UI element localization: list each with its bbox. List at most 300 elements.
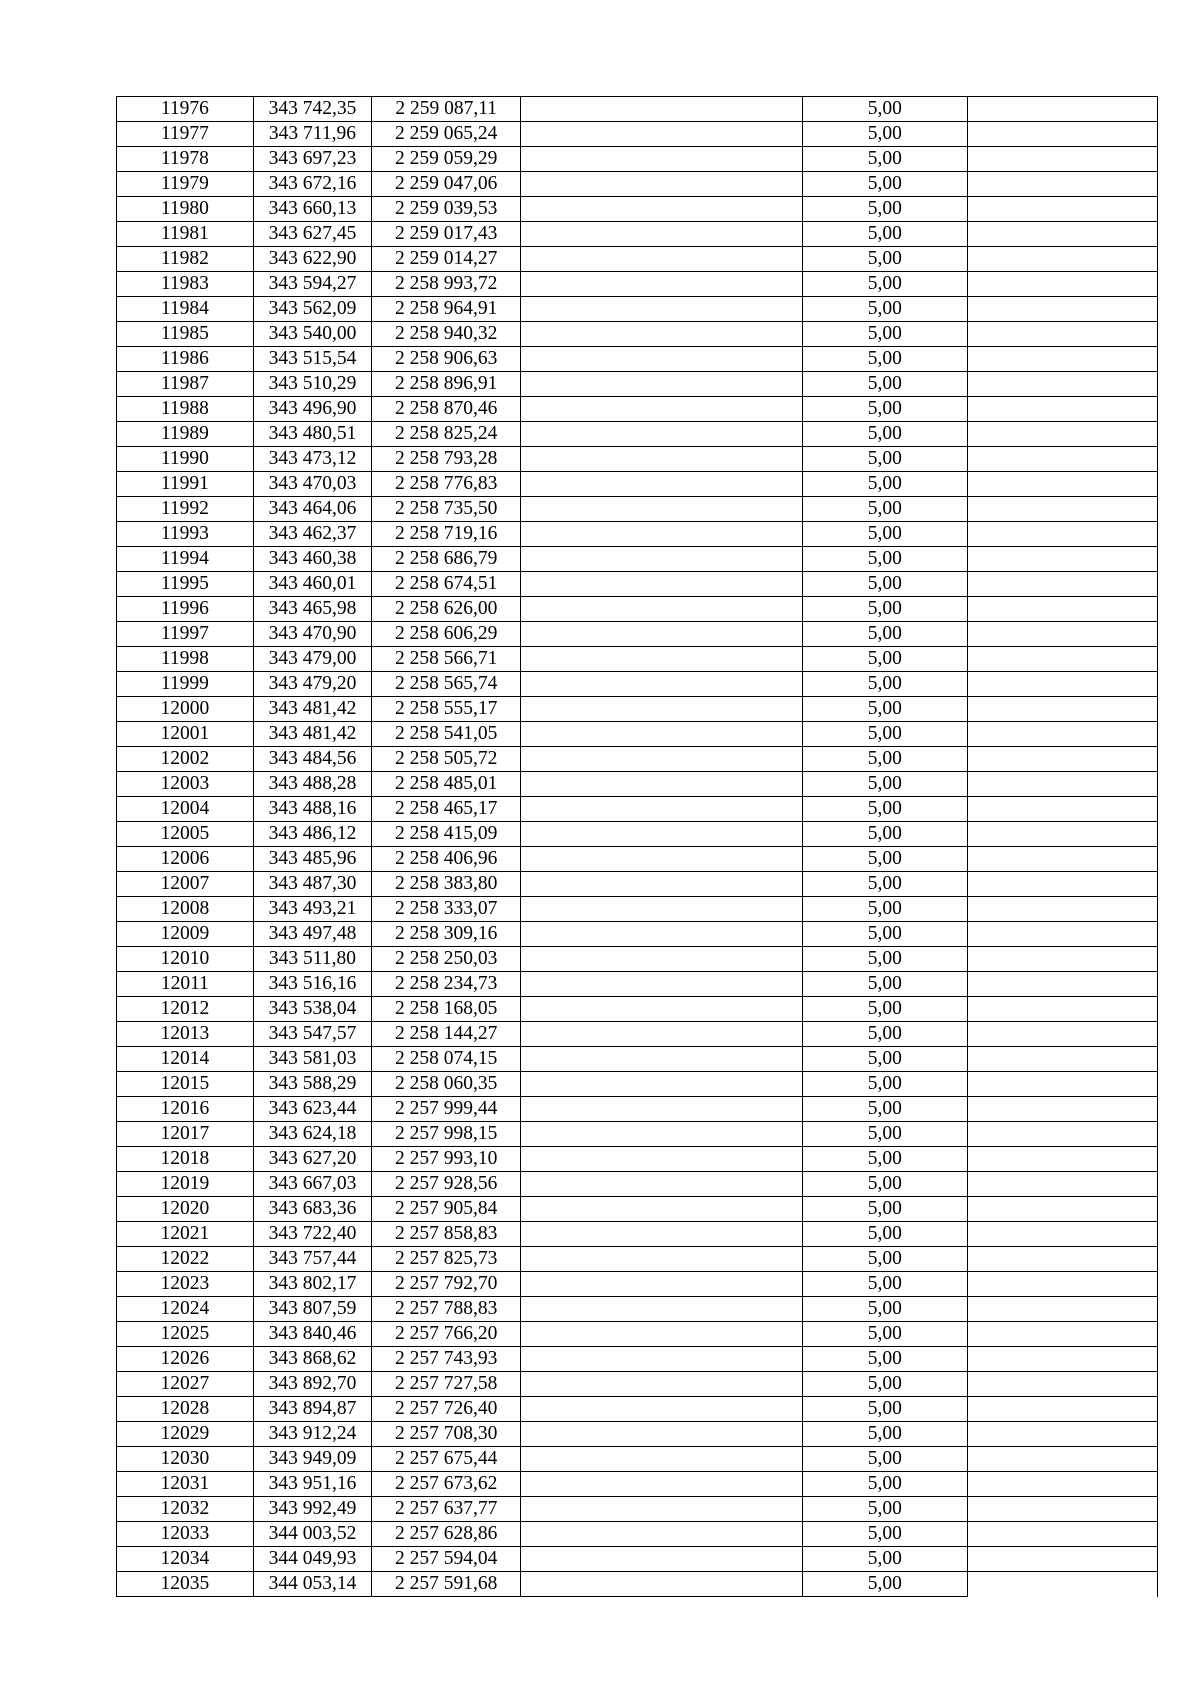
value-cell: 5,00 <box>803 597 968 622</box>
point-number-cell: 12029 <box>117 1422 254 1447</box>
value-cell: 5,00 <box>803 822 968 847</box>
empty-cell <box>967 772 1157 797</box>
table-row <box>117 697 1158 722</box>
empty-cell <box>967 1197 1157 1222</box>
point-number-cell: 11989 <box>117 422 254 447</box>
point-number-cell: 12034 <box>117 1547 254 1572</box>
empty-cell <box>521 1097 803 1122</box>
empty-cell <box>967 997 1157 1022</box>
empty-cell <box>967 847 1157 872</box>
empty-cell <box>967 622 1157 647</box>
table-row <box>117 1472 1158 1497</box>
y-coordinate-cell: 2 258 735,50 <box>372 497 521 522</box>
empty-cell <box>521 422 803 447</box>
x-coordinate-cell: 343 460,01 <box>253 572 371 597</box>
table-row <box>117 1197 1158 1222</box>
empty-cell <box>521 1297 803 1322</box>
point-number-cell: 12010 <box>117 947 254 972</box>
x-coordinate-cell: 343 683,36 <box>253 1197 371 1222</box>
empty-cell <box>521 922 803 947</box>
empty-cell <box>521 1272 803 1297</box>
x-coordinate-cell: 344 003,52 <box>253 1522 371 1547</box>
table-row <box>117 722 1158 747</box>
empty-cell <box>967 122 1157 147</box>
value-cell: 5,00 <box>803 672 968 697</box>
table-row <box>117 622 1158 647</box>
empty-cell <box>967 1372 1157 1397</box>
table-row <box>117 472 1158 497</box>
y-coordinate-cell: 2 258 964,91 <box>372 297 521 322</box>
x-coordinate-cell: 343 802,17 <box>253 1272 371 1297</box>
empty-cell <box>967 572 1157 597</box>
x-coordinate-cell: 343 485,96 <box>253 847 371 872</box>
empty-cell <box>521 647 803 672</box>
x-coordinate-cell: 343 667,03 <box>253 1172 371 1197</box>
table-row <box>117 497 1158 522</box>
empty-cell <box>967 472 1157 497</box>
value-cell: 5,00 <box>803 847 968 872</box>
table-row <box>117 397 1158 422</box>
x-coordinate-cell: 343 479,20 <box>253 672 371 697</box>
empty-cell <box>521 122 803 147</box>
empty-cell <box>521 547 803 572</box>
point-number-cell: 11976 <box>117 97 254 122</box>
value-cell: 5,00 <box>803 922 968 947</box>
x-coordinate-cell: 343 465,98 <box>253 597 371 622</box>
table-row <box>117 197 1158 222</box>
x-coordinate-cell: 343 627,45 <box>253 222 371 247</box>
table-row <box>117 747 1158 772</box>
value-cell: 5,00 <box>803 297 968 322</box>
value-cell: 5,00 <box>803 572 968 597</box>
y-coordinate-cell: 2 258 541,05 <box>372 722 521 747</box>
y-coordinate-cell: 2 258 333,07 <box>372 897 521 922</box>
point-number-cell: 12013 <box>117 1022 254 1047</box>
point-number-cell: 12024 <box>117 1297 254 1322</box>
table-row <box>117 1272 1158 1297</box>
empty-cell <box>521 747 803 772</box>
table-row <box>117 1397 1158 1422</box>
empty-cell <box>521 722 803 747</box>
point-number-cell: 12018 <box>117 1147 254 1172</box>
y-coordinate-cell: 2 257 708,30 <box>372 1422 521 1447</box>
x-coordinate-cell: 343 807,59 <box>253 1297 371 1322</box>
point-number-cell: 11994 <box>117 547 254 572</box>
x-coordinate-cell: 343 627,20 <box>253 1147 371 1172</box>
empty-cell <box>521 1472 803 1497</box>
empty-cell <box>521 272 803 297</box>
value-cell: 5,00 <box>803 1472 968 1497</box>
empty-cell <box>967 97 1157 122</box>
empty-cell <box>521 1372 803 1397</box>
x-coordinate-cell: 343 493,21 <box>253 897 371 922</box>
value-cell: 5,00 <box>803 1297 968 1322</box>
table-row <box>117 772 1158 797</box>
value-cell: 5,00 <box>803 997 968 1022</box>
value-cell: 5,00 <box>803 322 968 347</box>
value-cell: 5,00 <box>803 1222 968 1247</box>
table-row <box>117 547 1158 572</box>
empty-cell <box>521 597 803 622</box>
x-coordinate-cell: 343 711,96 <box>253 122 371 147</box>
point-number-cell: 12032 <box>117 1497 254 1522</box>
empty-cell <box>967 897 1157 922</box>
point-number-cell: 11991 <box>117 472 254 497</box>
table-row <box>117 172 1158 197</box>
point-number-cell: 12019 <box>117 1172 254 1197</box>
table-row <box>117 1247 1158 1272</box>
empty-cell <box>967 347 1157 372</box>
empty-cell <box>967 872 1157 897</box>
y-coordinate-cell: 2 258 940,32 <box>372 322 521 347</box>
point-number-cell: 12003 <box>117 772 254 797</box>
table-row <box>117 447 1158 472</box>
point-number-cell: 12008 <box>117 897 254 922</box>
value-cell: 5,00 <box>803 1147 968 1172</box>
x-coordinate-cell: 343 892,70 <box>253 1372 371 1397</box>
x-coordinate-cell: 343 487,30 <box>253 872 371 897</box>
empty-cell <box>967 297 1157 322</box>
x-coordinate-cell: 343 460,38 <box>253 547 371 572</box>
value-cell: 5,00 <box>803 1122 968 1147</box>
point-number-cell: 11992 <box>117 497 254 522</box>
value-cell: 5,00 <box>803 122 968 147</box>
empty-cell <box>967 1447 1157 1472</box>
y-coordinate-cell: 2 258 606,29 <box>372 622 521 647</box>
x-coordinate-cell: 343 511,80 <box>253 947 371 972</box>
value-cell: 5,00 <box>803 1197 968 1222</box>
x-coordinate-cell: 343 515,54 <box>253 347 371 372</box>
point-number-cell: 12028 <box>117 1397 254 1422</box>
y-coordinate-cell: 2 258 415,09 <box>372 822 521 847</box>
empty-cell <box>967 797 1157 822</box>
empty-cell <box>967 947 1157 972</box>
value-cell: 5,00 <box>803 747 968 772</box>
x-coordinate-cell: 343 538,04 <box>253 997 371 1022</box>
value-cell: 5,00 <box>803 897 968 922</box>
table-row <box>117 97 1158 122</box>
x-coordinate-cell: 343 594,27 <box>253 272 371 297</box>
x-coordinate-cell: 343 949,09 <box>253 1447 371 1472</box>
x-coordinate-cell: 343 516,16 <box>253 972 371 997</box>
point-number-cell: 12017 <box>117 1122 254 1147</box>
x-coordinate-cell: 343 588,29 <box>253 1072 371 1097</box>
table-row <box>117 572 1158 597</box>
empty-cell <box>521 1497 803 1522</box>
table-row <box>117 1572 1158 1597</box>
x-coordinate-cell: 343 722,40 <box>253 1222 371 1247</box>
point-number-cell: 12001 <box>117 722 254 747</box>
empty-cell <box>521 147 803 172</box>
value-cell: 5,00 <box>803 1247 968 1272</box>
empty-cell <box>967 497 1157 522</box>
y-coordinate-cell: 2 258 626,00 <box>372 597 521 622</box>
y-coordinate-cell: 2 257 993,10 <box>372 1147 521 1172</box>
empty-cell <box>967 1022 1157 1047</box>
empty-cell <box>967 1147 1157 1172</box>
document-page <box>116 96 1158 1597</box>
value-cell: 5,00 <box>803 772 968 797</box>
value-cell: 5,00 <box>803 522 968 547</box>
y-coordinate-cell: 2 257 675,44 <box>372 1447 521 1472</box>
y-coordinate-cell: 2 258 485,01 <box>372 772 521 797</box>
empty-cell <box>521 522 803 547</box>
value-cell: 5,00 <box>803 872 968 897</box>
value-cell: 5,00 <box>803 222 968 247</box>
y-coordinate-cell: 2 259 047,06 <box>372 172 521 197</box>
value-cell: 5,00 <box>803 947 968 972</box>
empty-cell <box>521 372 803 397</box>
empty-cell <box>521 1347 803 1372</box>
y-coordinate-cell: 2 258 465,17 <box>372 797 521 822</box>
value-cell: 5,00 <box>803 447 968 472</box>
point-number-cell: 11978 <box>117 147 254 172</box>
empty-cell <box>521 97 803 122</box>
value-cell: 5,00 <box>803 397 968 422</box>
x-coordinate-cell: 343 868,62 <box>253 1347 371 1372</box>
empty-cell <box>521 297 803 322</box>
value-cell: 5,00 <box>803 1422 968 1447</box>
table-row <box>117 822 1158 847</box>
table-body <box>117 97 1158 1597</box>
empty-cell <box>967 147 1157 172</box>
empty-cell <box>521 772 803 797</box>
empty-cell <box>521 1522 803 1547</box>
x-coordinate-cell: 343 470,90 <box>253 622 371 647</box>
empty-cell <box>521 822 803 847</box>
value-cell: 5,00 <box>803 722 968 747</box>
value-cell: 5,00 <box>803 647 968 672</box>
point-number-cell: 11979 <box>117 172 254 197</box>
y-coordinate-cell: 2 258 825,24 <box>372 422 521 447</box>
value-cell: 5,00 <box>803 422 968 447</box>
empty-cell <box>967 447 1157 472</box>
point-number-cell: 12016 <box>117 1097 254 1122</box>
empty-cell <box>521 1222 803 1247</box>
table-row <box>117 922 1158 947</box>
point-number-cell: 11984 <box>117 297 254 322</box>
table-row <box>117 1372 1158 1397</box>
x-coordinate-cell: 343 479,00 <box>253 647 371 672</box>
y-coordinate-cell: 2 258 719,16 <box>372 522 521 547</box>
point-number-cell: 11986 <box>117 347 254 372</box>
empty-cell <box>967 722 1157 747</box>
value-cell: 5,00 <box>803 797 968 822</box>
y-coordinate-cell: 2 258 896,91 <box>372 372 521 397</box>
y-coordinate-cell: 2 259 059,29 <box>372 147 521 172</box>
y-coordinate-cell: 2 257 998,15 <box>372 1122 521 1147</box>
x-coordinate-cell: 343 481,42 <box>253 722 371 747</box>
value-cell: 5,00 <box>803 1272 968 1297</box>
point-number-cell: 11988 <box>117 397 254 422</box>
table-row <box>117 1322 1158 1347</box>
value-cell: 5,00 <box>803 197 968 222</box>
empty-cell <box>967 397 1157 422</box>
y-coordinate-cell: 2 258 776,83 <box>372 472 521 497</box>
point-number-cell: 11983 <box>117 272 254 297</box>
y-coordinate-cell: 2 258 906,63 <box>372 347 521 372</box>
empty-cell <box>521 322 803 347</box>
point-number-cell: 12002 <box>117 747 254 772</box>
x-coordinate-cell: 343 470,03 <box>253 472 371 497</box>
y-coordinate-cell: 2 258 793,28 <box>372 447 521 472</box>
y-coordinate-cell: 2 257 825,73 <box>372 1247 521 1272</box>
empty-cell <box>967 372 1157 397</box>
y-coordinate-cell: 2 258 406,96 <box>372 847 521 872</box>
point-number-cell: 11996 <box>117 597 254 622</box>
value-cell: 5,00 <box>803 347 968 372</box>
empty-cell <box>967 1247 1157 1272</box>
empty-cell <box>967 922 1157 947</box>
empty-cell <box>521 347 803 372</box>
y-coordinate-cell: 2 258 234,73 <box>372 972 521 997</box>
y-coordinate-cell: 2 257 743,93 <box>372 1347 521 1372</box>
empty-cell <box>521 1547 803 1572</box>
empty-cell <box>967 1097 1157 1122</box>
point-number-cell: 11982 <box>117 247 254 272</box>
point-number-cell: 11993 <box>117 522 254 547</box>
empty-cell <box>967 172 1157 197</box>
y-coordinate-cell: 2 258 870,46 <box>372 397 521 422</box>
y-coordinate-cell: 2 258 505,72 <box>372 747 521 772</box>
empty-cell <box>521 1447 803 1472</box>
empty-cell <box>521 1197 803 1222</box>
table-row <box>117 1222 1158 1247</box>
empty-cell <box>521 947 803 972</box>
x-coordinate-cell: 343 462,37 <box>253 522 371 547</box>
value-cell: 5,00 <box>803 1572 968 1597</box>
point-number-cell: 12015 <box>117 1072 254 1097</box>
x-coordinate-cell: 343 486,12 <box>253 822 371 847</box>
x-coordinate-cell: 343 840,46 <box>253 1322 371 1347</box>
point-number-cell: 12021 <box>117 1222 254 1247</box>
value-cell: 5,00 <box>803 972 968 997</box>
empty-cell <box>521 172 803 197</box>
empty-cell <box>521 1397 803 1422</box>
y-coordinate-cell: 2 258 674,51 <box>372 572 521 597</box>
empty-cell <box>521 1072 803 1097</box>
x-coordinate-cell: 343 992,49 <box>253 1497 371 1522</box>
empty-cell <box>521 1047 803 1072</box>
point-number-cell: 11981 <box>117 222 254 247</box>
empty-cell <box>521 397 803 422</box>
table-row <box>117 1347 1158 1372</box>
y-coordinate-cell: 2 257 628,86 <box>372 1522 521 1547</box>
empty-cell <box>967 547 1157 572</box>
table-row <box>117 1072 1158 1097</box>
value-cell: 5,00 <box>803 1172 968 1197</box>
y-coordinate-cell: 2 257 727,58 <box>372 1372 521 1397</box>
y-coordinate-cell: 2 259 039,53 <box>372 197 521 222</box>
empty-cell <box>967 1072 1157 1097</box>
empty-cell <box>521 972 803 997</box>
x-coordinate-cell: 343 951,16 <box>253 1472 371 1497</box>
y-coordinate-cell: 2 258 250,03 <box>372 947 521 972</box>
empty-cell <box>521 1322 803 1347</box>
empty-cell <box>521 197 803 222</box>
empty-cell <box>521 447 803 472</box>
empty-cell <box>967 1472 1157 1497</box>
value-cell: 5,00 <box>803 247 968 272</box>
empty-cell <box>521 497 803 522</box>
y-coordinate-cell: 2 258 309,16 <box>372 922 521 947</box>
empty-cell <box>521 997 803 1022</box>
table-row <box>117 947 1158 972</box>
point-number-cell: 11999 <box>117 672 254 697</box>
empty-cell <box>521 1122 803 1147</box>
y-coordinate-cell: 2 257 766,20 <box>372 1322 521 1347</box>
value-cell: 5,00 <box>803 97 968 122</box>
table-row <box>117 1297 1158 1322</box>
y-coordinate-cell: 2 258 074,15 <box>372 1047 521 1072</box>
point-number-cell: 11977 <box>117 122 254 147</box>
empty-cell <box>521 472 803 497</box>
point-number-cell: 12025 <box>117 1322 254 1347</box>
empty-cell <box>521 1022 803 1047</box>
point-number-cell: 11997 <box>117 622 254 647</box>
table-row <box>117 872 1158 897</box>
empty-cell <box>521 222 803 247</box>
table-row <box>117 847 1158 872</box>
point-number-cell: 12007 <box>117 872 254 897</box>
x-coordinate-cell: 343 672,16 <box>253 172 371 197</box>
y-coordinate-cell: 2 257 591,68 <box>372 1572 521 1597</box>
value-cell: 5,00 <box>803 497 968 522</box>
point-number-cell: 12027 <box>117 1372 254 1397</box>
point-number-cell: 12026 <box>117 1347 254 1372</box>
point-number-cell: 12022 <box>117 1247 254 1272</box>
value-cell: 5,00 <box>803 1322 968 1347</box>
empty-cell <box>967 1572 1157 1597</box>
point-number-cell: 12031 <box>117 1472 254 1497</box>
table-row <box>117 147 1158 172</box>
y-coordinate-cell: 2 257 726,40 <box>372 1397 521 1422</box>
empty-cell <box>967 1347 1157 1372</box>
x-coordinate-cell: 343 510,29 <box>253 372 371 397</box>
y-coordinate-cell: 2 259 087,11 <box>372 97 521 122</box>
x-coordinate-cell: 343 488,28 <box>253 772 371 797</box>
table-row <box>117 1172 1158 1197</box>
empty-cell <box>521 797 803 822</box>
point-number-cell: 12004 <box>117 797 254 822</box>
table-row <box>117 297 1158 322</box>
table-row <box>117 272 1158 297</box>
point-number-cell: 11995 <box>117 572 254 597</box>
empty-cell <box>521 1172 803 1197</box>
value-cell: 5,00 <box>803 147 968 172</box>
x-coordinate-cell: 343 581,03 <box>253 1047 371 1072</box>
y-coordinate-cell: 2 258 993,72 <box>372 272 521 297</box>
y-coordinate-cell: 2 258 144,27 <box>372 1022 521 1047</box>
y-coordinate-cell: 2 259 065,24 <box>372 122 521 147</box>
value-cell: 5,00 <box>803 1022 968 1047</box>
table-row <box>117 1147 1158 1172</box>
x-coordinate-cell: 343 562,09 <box>253 297 371 322</box>
y-coordinate-cell: 2 258 060,35 <box>372 1072 521 1097</box>
point-number-cell: 11990 <box>117 447 254 472</box>
empty-cell <box>967 247 1157 272</box>
value-cell: 5,00 <box>803 1497 968 1522</box>
table-row <box>117 797 1158 822</box>
table-row <box>117 1447 1158 1472</box>
coordinates-table <box>116 96 1158 1597</box>
y-coordinate-cell: 2 258 383,80 <box>372 872 521 897</box>
point-number-cell: 12020 <box>117 1197 254 1222</box>
x-coordinate-cell: 343 484,56 <box>253 747 371 772</box>
value-cell: 5,00 <box>803 1547 968 1572</box>
point-number-cell: 12012 <box>117 997 254 1022</box>
y-coordinate-cell: 2 258 168,05 <box>372 997 521 1022</box>
